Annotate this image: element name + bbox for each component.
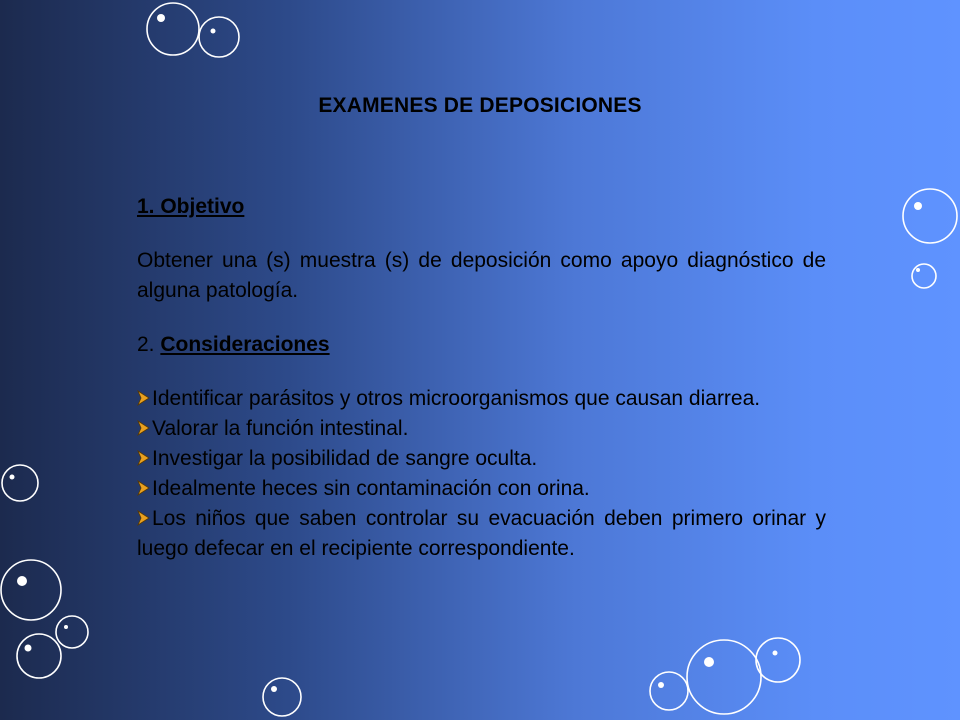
arrow-bullet-icon [137,420,150,436]
bubble-icon [271,686,277,692]
slide-title: EXAMENES DE DEPOSICIONES [318,94,642,117]
bubble-icon [903,189,957,243]
considerations-list [137,384,826,564]
bubble-icon [64,625,68,629]
section-number: 2. [137,333,161,356]
bubble-icon [2,465,38,501]
list-item [137,504,826,564]
slide-content [137,192,826,564]
bubble-icon [56,616,88,648]
list-item-text: Valorar la función intestinal. [152,417,409,440]
section-consideraciones-heading [137,330,826,360]
bubble-icon [157,14,165,22]
arrow-bullet-icon [137,510,150,526]
bubble-icon [17,576,27,586]
bubble-icon [211,29,216,34]
bubble-icon [10,475,15,480]
arrow-bullet-icon [137,480,150,496]
arrow-bullet-icon [137,450,150,466]
bubble-icon [916,268,920,272]
list-item [137,444,826,474]
section-objetivo-heading: 1. Objetivo [137,195,245,218]
bubble-icon [17,634,61,678]
section-consideraciones-label: Consideraciones [160,333,330,356]
section-objetivo-text: Obtener una (s) muestra (s) de deposición como apoyo diagnóstico de alguna patología. [137,249,826,302]
list-item [137,474,826,504]
bubble-icon [658,682,664,688]
bubble-icon [704,657,714,667]
list-item-text: Los niños que saben controlar su evacuación deben primero orinar y luego defecar en el recipiente correspondiente. [137,507,826,560]
list-item-text: Investigar la posibilidad de sangre oculta. [152,447,538,470]
bubble-icon [773,651,778,656]
bubble-icon [914,202,922,210]
bubble-icon [263,678,301,716]
bubble-icon [199,17,239,57]
bubble-icon [1,560,61,620]
bubble-icon [650,672,688,710]
bubble-icon [147,3,199,55]
list-item [137,414,826,444]
arrow-bullet-icon [137,390,150,406]
list-item [137,384,826,414]
list-item-text: Identificar parásitos y otros microorganismos que causan diarrea. [152,387,761,410]
bubble-icon [912,264,936,288]
bubble-icon [756,638,800,682]
bubble-icon [687,640,761,714]
bubble-icon [25,645,32,652]
list-item-text: Idealmente heces sin contaminación con orina. [152,477,590,500]
